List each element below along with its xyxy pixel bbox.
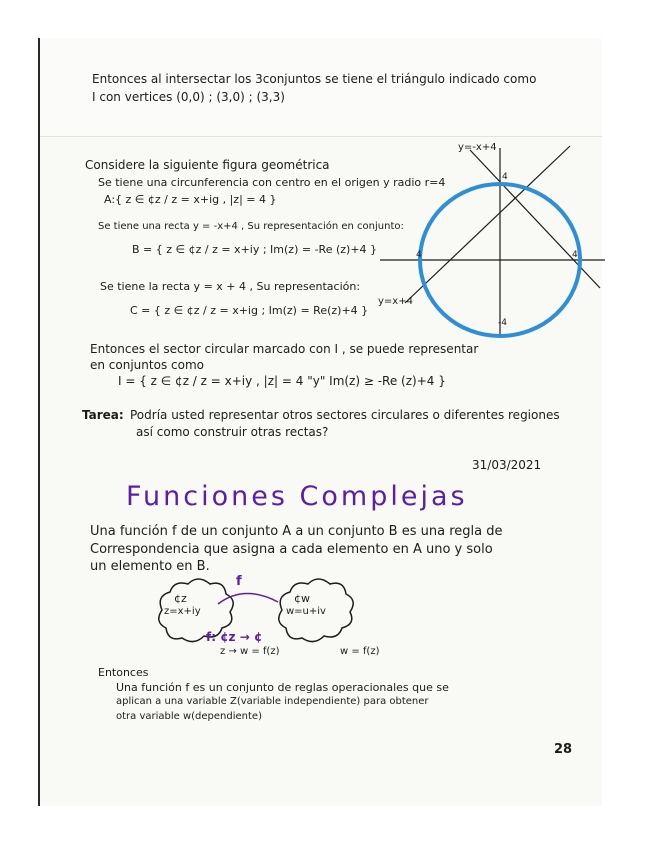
homework-label: Tarea:	[82, 408, 124, 422]
consider-heading: Considere la siguiente figura geométrica	[85, 158, 330, 172]
homework-line-1: Podría usted representar otros sectores circulares o diferentes regiones	[130, 408, 560, 422]
label-line-neg: y=-x+4	[458, 142, 497, 153]
line-b-description: Se tiene una recta y = -x+4 , Su representación en conjunto:	[98, 221, 404, 232]
homework-line-2: así como construir otras rectas?	[136, 425, 329, 439]
set-c: C = { z ∈ ¢z / z = x+ig ; Im(z) = Re(z)+4 }	[130, 304, 369, 317]
intersection-line-2: I con vertices (0,0) ; (3,0) ; (3,3)	[92, 90, 285, 104]
definition-line-3: un elemento en B.	[90, 559, 210, 574]
domain-symbol: ¢z	[174, 592, 187, 605]
tick-4-top: 4	[502, 172, 508, 182]
set-b: B = { z ∈ ¢z / z = x+iy ; Im(z) = -Re (z)+4 }	[132, 243, 378, 256]
previous-sheet	[40, 38, 602, 137]
sector-line-2: en conjuntos como	[90, 358, 204, 372]
closing-line-2: aplican a una variable Z(variable independiente) para obtener	[116, 696, 429, 707]
circle-description: Se tiene una circunferencia con centro en el origen y radio r=4	[98, 176, 446, 189]
definition-line-2: Correspondencia que asigna a cada elemento en A uno y solo	[90, 542, 493, 557]
sector-line-1: Entonces el sector circular marcado con I , se puede representar	[90, 342, 479, 356]
notebook-page	[38, 38, 602, 806]
mapping-line-1: f: ¢z → ¢	[206, 630, 263, 644]
tick-4-bottom: -4	[498, 318, 507, 328]
intersection-line-1: Entonces al intersectar los 3conjuntos se tiene el triángulo indicado como	[92, 72, 537, 86]
mapping-diagram	[140, 568, 470, 668]
range-symbol: ¢w	[294, 592, 310, 605]
line-c-description: Se tiene la recta y = x + 4 , Su representación:	[100, 280, 361, 293]
geometric-figure	[370, 138, 610, 338]
definition-line-1: Una función f de un conjunto A a un conjunto B es una regla de	[90, 524, 503, 539]
entonces-label: Entonces	[98, 666, 149, 679]
domain-variable: z=x+iy	[164, 606, 201, 617]
closing-line-3: otra variable w(dependiente)	[116, 711, 262, 722]
tick-4-right: 4	[572, 250, 578, 260]
tick-4-left: 4	[416, 250, 422, 260]
function-f-label: f	[236, 574, 242, 589]
section-title: Funciones Complejas	[126, 481, 468, 512]
set-i: I = { z ∈ ¢z / z = x+iy , |z| = 4 "y" Im(z) ≥ -Re (z)+4 }	[118, 374, 446, 388]
label-line-pos: y=x+4	[378, 296, 413, 307]
mapping-line-3: w = f(z)	[340, 646, 380, 657]
date: 31/03/2021	[472, 458, 542, 472]
closing-line-1: Una función f es un conjunto de reglas operacionales que se	[116, 681, 449, 694]
page-number: 28	[554, 742, 573, 757]
mapping-line-2: z → w = f(z)	[220, 646, 280, 657]
range-variable: w=u+iv	[286, 606, 326, 617]
set-a: A:{ z ∈ ¢z / z = x+ig , |z| = 4 }	[104, 193, 277, 206]
